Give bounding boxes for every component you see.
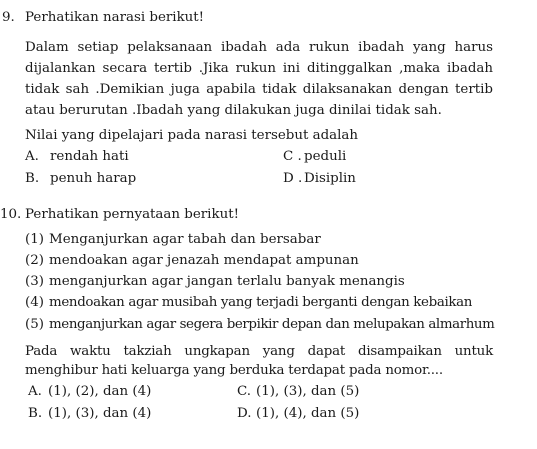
q10-question: Pada waktu takziah ungkapan yang dapat disampaikan untuk menghibur hati keluarga yang berduka terdapat pada nomor.... (25, 344, 493, 378)
q10-prompt: Perhatikan pernyataan berikut! (25, 207, 239, 222)
q9-number: 9. (2, 10, 15, 25)
q9-option-b-letter: B. (25, 171, 40, 186)
q10-statement-5-num: (5) (25, 317, 44, 332)
q10-number: 10. (0, 207, 22, 222)
q10-option-b-letter: B. (28, 406, 43, 421)
q10-option-a-letter: A. (28, 384, 42, 399)
q9-prompt: Perhatikan narasi berikut! (25, 10, 205, 25)
q10-option-d-text: (1), (4), dan (5) (256, 406, 360, 421)
q10-option-c-text: (1), (3), dan (5) (256, 384, 360, 399)
q9-option-d-letter: D . (283, 171, 303, 186)
q9-option-c-letter: C . (283, 149, 302, 164)
q10-statement-1-num: (1) (25, 232, 44, 247)
q9-narrative: Dalam setiap pelaksanaan ibadah ada rukun ibadah yang harus dijalankan secara tertib .Jika rukun ini ditinggalkan ,maka ibadah tidak sah .Demikian juga apabila tidak dilaksanakan dengan tertib atau berurutan .Ibadah yang dilakukan juga dinilai tidak sah. (25, 40, 493, 118)
q10-option-c-letter: C. (237, 384, 252, 399)
q10-statement-5-text: menganjurkan agar segera berpikir depan dan melupakan almarhum (49, 317, 495, 332)
q9-option-d-text: Disiplin (304, 171, 356, 186)
q9-option-b-text: penuh harap (50, 171, 137, 186)
q10-option-a-text: (1), (2), dan (4) (48, 384, 152, 399)
q10-option-d-letter: D. (237, 406, 252, 421)
q10-statement-2-text: mendoakan agar jenazah mendapat ampunan (49, 253, 359, 268)
q9-option-a-text: rendah hati (50, 149, 129, 164)
q10-statement-3-num: (3) (25, 274, 44, 289)
q9-option-c-text: peduli (304, 149, 347, 164)
q10-option-b-text: (1), (3), dan (4) (48, 406, 152, 421)
q10-statement-4-text: mendoakan agar musibah yang terjadi berganti dengan kebaikan (49, 295, 473, 310)
q10-statement-3-text: menganjurkan agar jangan terlalu banyak menangis (49, 274, 405, 289)
q9-question: Nilai yang dipelajari pada narasi tersebut adalah (25, 128, 359, 143)
q10-statement-2-num: (2) (25, 253, 44, 268)
q10-statement-1-text: Menganjurkan agar tabah dan bersabar (49, 232, 321, 247)
q10-statement-4-num: (4) (25, 295, 44, 310)
q9-option-a-letter: A. (25, 149, 39, 164)
